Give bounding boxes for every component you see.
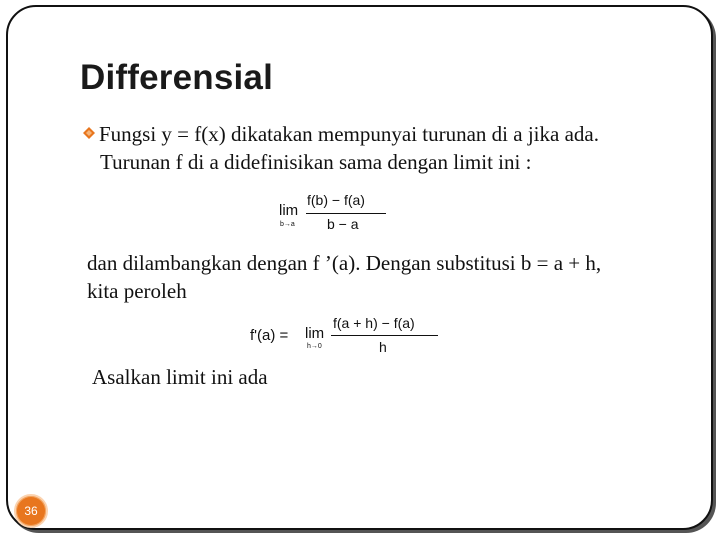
formula1-numerator: f(b) − f(a) xyxy=(307,192,365,208)
para-line-2: kita peroleh xyxy=(87,279,187,303)
formula1-fraction-bar xyxy=(306,213,386,214)
bullet-paragraph xyxy=(82,120,692,176)
para-line-1: dan dilambangkan dengan f ’(a). Dengan substitusi b = a + h, xyxy=(87,251,602,275)
bullet-line-2: Turunan f di a didefinisikan sama dengan limit ini : xyxy=(100,150,532,174)
formula1-lim-sub: b→a xyxy=(280,221,295,228)
formula2-lhs: f'(a) = xyxy=(250,327,289,344)
formula2-denominator: h xyxy=(379,339,387,355)
formula1-lim: lim xyxy=(279,202,299,219)
diamond-bullet-icon xyxy=(82,126,96,140)
footnote-text: Asalkan limit ini ada xyxy=(92,365,268,389)
formula1-denominator: b − a xyxy=(327,216,359,232)
bullet-line-1: Fungsi y = f(x) dikatakan mempunyai turunan di a jika ada. xyxy=(99,122,599,146)
formula2-fraction-bar xyxy=(331,335,438,336)
formula2-numerator: f(a + h) − f(a) xyxy=(333,315,415,331)
formula2-lim: lim xyxy=(305,325,325,342)
page-number-badge: 36 xyxy=(14,494,48,528)
formula2-lim-sub: h→0 xyxy=(307,343,322,350)
substitution-paragraph xyxy=(87,249,697,305)
slide-title: Differensial xyxy=(80,58,274,97)
